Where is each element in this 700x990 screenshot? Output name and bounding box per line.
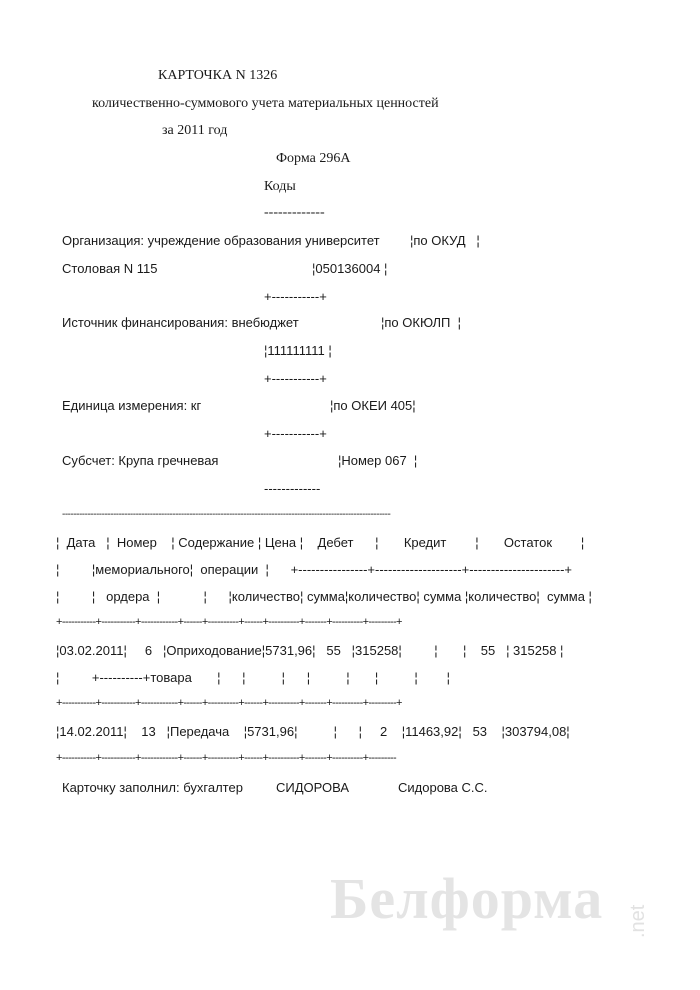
okjulp-code: ¦по ОКЮЛП ¦: [381, 315, 461, 330]
okei-code: ¦по ОКЕИ 405¦: [330, 398, 416, 413]
table-row-2: ¦14.02.2011¦ 13 ¦Передача ¦5731,96¦ ¦ ¦ 2 ¦11463,92¦ 53 ¦303794,08¦: [56, 724, 570, 739]
codes-separator: +-----------+: [264, 426, 327, 441]
organization-label: Организация: учреждение образования университет: [62, 233, 380, 248]
table-header-row-3: ¦ ¦ ордера ¦ ¦ ¦количество¦ сумма¦количество¦ сумма ¦количество¦ сумма ¦: [56, 589, 592, 604]
unit-label: Единица измерения: кг: [62, 398, 202, 413]
card-year: за 2011 год: [162, 123, 228, 138]
table-row-1-continuation: ¦ +----------+товара ¦ ¦ ¦ ¦ ¦ ¦ ¦ ¦: [56, 670, 451, 685]
filled-by-label: Карточку заполнил: бухгалтер: [62, 780, 243, 795]
subaccount-label: Субсчет: Крупа гречневая: [62, 453, 219, 468]
watermark-logo: Белформа: [330, 866, 604, 931]
codes-separator: +-----------+: [264, 289, 327, 304]
okjulp-value: ¦111111111 ¦: [264, 343, 332, 358]
subaccount-number: ¦Номер 067 ¦: [338, 453, 418, 468]
okud-code: ¦по ОКУД ¦: [410, 233, 480, 248]
table-row-separator: +-----------+-----------+------------+------+----------+------+----------+-------+----------+---------+: [56, 697, 402, 709]
codes-bottom-rule: -------------: [264, 481, 321, 496]
table-header-row-2: ¦ ¦мемориального¦ операции ¦ +----------------+--------------------+----------------------+: [56, 562, 573, 577]
table-header-row-1: ¦ Дата ¦ Номер ¦ Содержание ¦ Цена ¦ Дебет ¦ Кредит ¦ Остаток ¦: [56, 535, 585, 550]
card-title: КАРТОЧКА N 1326: [158, 68, 278, 83]
card-subtitle: количественно-суммового учета материальных ценностей: [92, 96, 439, 111]
signature: СИДОРОВА: [276, 780, 350, 795]
codes-rule: -------------: [264, 205, 325, 220]
table-header-separator: +-----------+-----------+------------+------+----------+------+----------+-------+----------+---------+: [56, 616, 402, 628]
table-bottom-rule: +-----------+-----------+------------+------+----------+------+----------+-------+----------+---------: [56, 752, 397, 764]
funding-source-label: Источник финансирования: внебюджет: [62, 315, 299, 330]
table-top-rule: --------------------------------------------------------------------------------------------------------------------: [62, 510, 391, 520]
watermark-domain: .net: [627, 904, 649, 938]
okud-value: ¦050136004 ¦: [312, 261, 388, 276]
codes-label: Коды: [264, 179, 296, 194]
table-row-1: ¦03.02.2011¦ 6 ¦Оприходование¦5731,96¦ 55 ¦315258¦ ¦ ¦ 55 ¦ 315258 ¦: [56, 643, 564, 658]
division-label: Столовая N 115: [62, 261, 158, 276]
form-number: Форма 296А: [276, 151, 351, 166]
codes-separator: +-----------+: [264, 371, 327, 386]
accountant-name: Сидорова С.С.: [398, 780, 488, 795]
